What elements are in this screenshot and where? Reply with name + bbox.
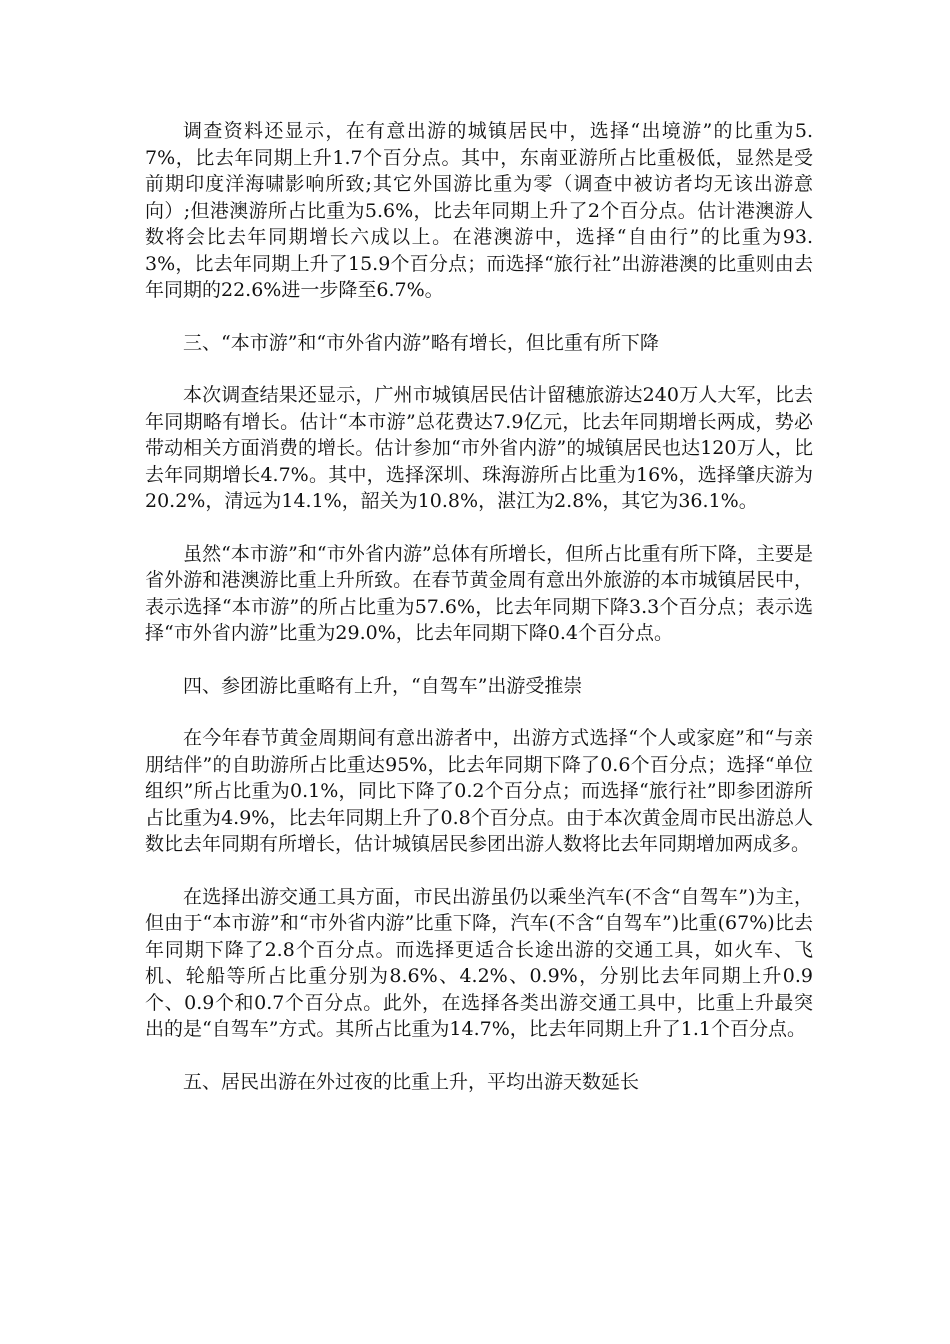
paragraph-transport: 在选择出游交通工具方面，市民出游虽仍以乘坐汽车(不含“自驾车”)为主，但由于“本市游”和“市外省内游”比重下降，汽车(不含“自驾车”)比重(67%)比去年同期下降了2.8个百分点。而选择更适合长途出游的交通工具，如火车、飞机、轮船等所占比重分别为8.6%、4.2%、0.9%，分别比去年同期上升0.9个、0.9个和0.7个百分点。此外，在选择各类出游交通工具中，比重上升最突出的是“自驾车”方式。其所占比重为14.7%，比去年同期上升了1.1个百分点。 — [145, 885, 813, 1040]
section-heading-3: 三、“本市游”和“市外省内游”略有增长，但比重有所下降 — [183, 331, 659, 354]
paragraph-travel-mode: 在今年春节黄金周期间有意出游者中，出游方式选择“个人或家庭”和“与亲朋结伴”的自助游所占比重达95%，比去年同期下降了0.6个百分点；选择“单位组织”所占比重为0.1%，同比下降了0.2个百分点；而选择“旅行社”即参团游所占比重为4.9%，比去年同期上升了0.8个百分点。由于本次黄金周市民出游总人数比去年同期有所增长，估计城镇居民参团出游人数将比去年同期增加两成多。 — [145, 727, 813, 855]
section-heading-5: 五、居民出游在外过夜的比重上升，平均出游天数延长 — [183, 1070, 640, 1093]
paragraph-local-travel: 本次调查结果还显示，广州市城镇居民估计留穗旅游达240万人大军，比去年同期略有增长。估计“本市游”总花费达7.9亿元，比去年同期增长两成，势必带动相关方面消费的增长。估计参加“市外省内游”的城镇居民也达120万人，比去年同期增长4.7%。其中，选择深圳、珠海游所占比重为16%，选择肇庆游为20.2%，清远为14.1%，韶关为10.8%，湛江为2.8%，其它为36.1%。 — [145, 384, 813, 512]
paragraph-outbound-travel: 调查资料还显示，在有意出游的城镇居民中，选择“出境游”的比重为5.7%，比去年同期上升1.7个百分点。其中，东南亚游所占比重极低，显然是受前期印度洋海啸影响所致;其它外国游比重为零（调查中被访者均无该出游意向）;但港澳游所占比重为5.6%，比去年同期上升了2个百分点。估计港澳游人数将会比去年同期增长六成以上。在港澳游中，选择“自由行”的比重为93.3%，比去年同期上升了15.9个百分点；而选择“旅行社”出游港澳的比重则由去年同期的22.6%进一步降至6.7%。 — [145, 120, 813, 301]
document-body — [145, 118, 813, 1095]
section-heading-4: 四、参团游比重略有上升，“自驾车”出游受推崇 — [183, 674, 583, 697]
paragraph-local-share: 虽然“本市游”和“市外省内游”总体有所增长，但所占比重有所下降，主要是省外游和港澳游比重上升所致。在春节黄金周有意出外旅游的本市城镇居民中，表示选择“本市游”的所占比重为57.6%，比去年同期下降3.3个百分点；表示选择“市外省内游”比重为29.0%，比去年同期下降0.4个百分点。 — [145, 542, 813, 644]
